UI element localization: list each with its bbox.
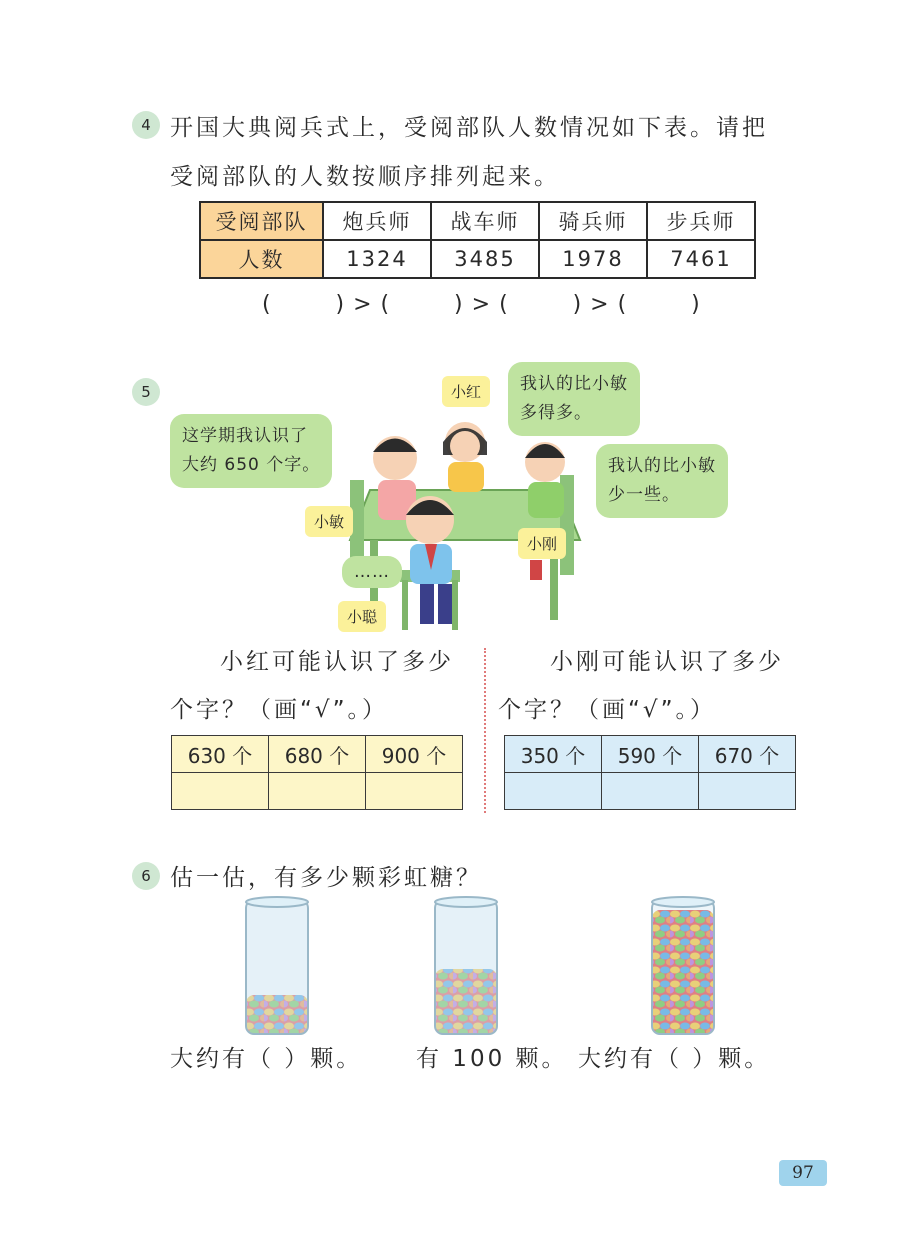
question-5-badge: 5 xyxy=(132,378,160,406)
speech-line: 我认的比小敏 xyxy=(608,456,716,476)
table-cell: 1324 xyxy=(323,240,431,278)
speech-line: 多得多。 xyxy=(520,403,592,423)
option-cell: 680 个 xyxy=(269,736,366,773)
speech-line: 少一些。 xyxy=(608,485,680,505)
table-header-cell: 受阅部队 xyxy=(200,202,323,240)
question-6-badge: 6 xyxy=(132,862,160,890)
table-cell: 3485 xyxy=(431,240,539,278)
check-cell[interactable] xyxy=(366,773,463,810)
table-row xyxy=(172,773,463,810)
page-number: 97 xyxy=(779,1160,827,1186)
name-tag-xiaogang: 小刚 xyxy=(518,528,566,559)
table-header-cell: 步兵师 xyxy=(647,202,755,240)
jar-2-caption: 有 100 颗。 xyxy=(416,1046,568,1072)
question-4-line-2: 受阅部队的人数按顺序排列起来。 xyxy=(170,164,560,190)
speech-line: 这学期我认识了 xyxy=(182,426,308,446)
table-cell: 7461 xyxy=(647,240,755,278)
option-cell: 630 个 xyxy=(172,736,269,773)
option-cell: 350 个 xyxy=(505,736,602,773)
option-cell: 590 个 xyxy=(602,736,699,773)
table-cell: 1978 xyxy=(539,240,647,278)
table-header-cell: 战车师 xyxy=(431,202,539,240)
name-tag-xiaocong: 小聪 xyxy=(338,601,386,632)
check-cell[interactable] xyxy=(699,773,796,810)
candy-jar-1 xyxy=(244,896,310,1036)
option-cell: 900 个 xyxy=(366,736,463,773)
troops-table xyxy=(199,201,756,279)
candy-jar-2 xyxy=(433,896,499,1036)
left-question-line-2: 个字？（画“√”。） xyxy=(170,697,388,723)
option-cell: 670 个 xyxy=(699,736,796,773)
table-row xyxy=(505,736,796,773)
right-options-table xyxy=(504,735,796,810)
dotted-divider xyxy=(484,648,486,813)
table-row-label: 人数 xyxy=(200,240,323,278)
left-options-table xyxy=(171,735,463,810)
check-cell[interactable] xyxy=(505,773,602,810)
table-row xyxy=(200,240,755,278)
table-row xyxy=(172,736,463,773)
table-header-cell: 炮兵师 xyxy=(323,202,431,240)
check-cell[interactable] xyxy=(269,773,366,810)
table-header-cell: 骑兵师 xyxy=(539,202,647,240)
speech-bubble-xiaocong: …… xyxy=(342,556,402,588)
right-question-line-1: 小刚可能认识了多少 xyxy=(550,649,784,675)
right-question-line-2: 个字？（画“√”。） xyxy=(498,697,716,723)
order-answer-line: ( ) > ( ) > ( ) > ( ) xyxy=(262,292,701,317)
speech-line: 大约 650 个字。 xyxy=(182,455,321,475)
left-question-line-1: 小红可能认识了多少 xyxy=(220,649,454,675)
table-row xyxy=(505,773,796,810)
question-6-title: 估一估，有多少颗彩虹糖？ xyxy=(170,865,482,891)
question-4-line-1: 开国大典阅兵式上，受阅部队人数情况如下表。请把 xyxy=(170,115,768,141)
table-row xyxy=(200,202,755,240)
jar-3-caption: 大约有（ ）颗。 xyxy=(578,1046,771,1072)
check-cell[interactable] xyxy=(602,773,699,810)
candy-jar-3 xyxy=(650,896,716,1036)
speech-bubble-xiaogang xyxy=(596,444,728,518)
speech-bubble-xiaohong xyxy=(508,362,640,436)
speech-bubble-xiaomin xyxy=(170,414,332,488)
question-4-badge: 4 xyxy=(132,111,160,139)
name-tag-xiaohong: 小红 xyxy=(442,376,490,407)
jar-1-caption: 大约有（ ）颗。 xyxy=(170,1046,363,1072)
speech-line: 我认的比小敏 xyxy=(520,374,628,394)
name-tag-xiaomin: 小敏 xyxy=(305,506,353,537)
check-cell[interactable] xyxy=(172,773,269,810)
